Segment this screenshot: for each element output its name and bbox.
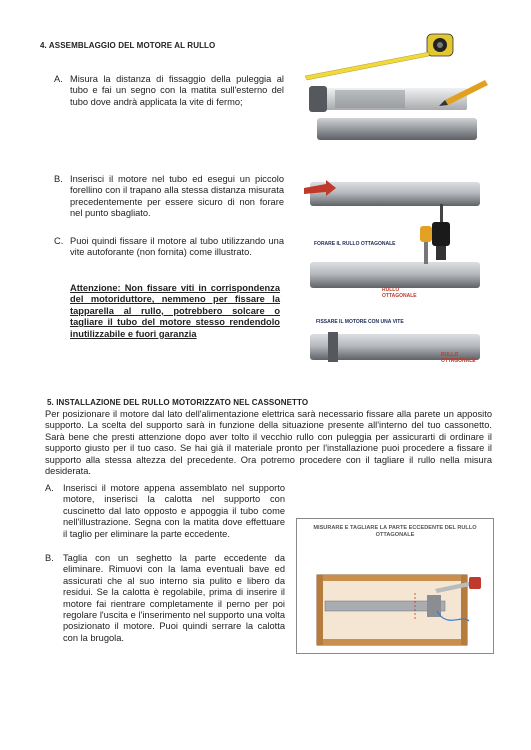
tape-measure-icon [305,34,453,80]
cassonetto-caption: MISURARE E TAGLIARE LA PARTE ECCEDENTE DEL RULLO OTTAGONALE [313,525,477,539]
cassonetto-drawing [297,519,493,653]
step-text: Inserisci il motore appena assemblato nel supporto motore, inserisci la calotta nel supporto con cuscinetto dal lato opposto e appoggia il tubo come nell'illustrazione. Segna con la matita dove effettuare il taglio per eliminare la parte eccedente. [63,483,285,539]
step-label: A. [54,74,63,84]
step-4b [54,174,284,232]
step-text: Puoi quindi fissare il motore al tubo utilizzando una vite autoforante (non fornita) come illustrato. [70,236,284,258]
step-label: B. [54,174,63,184]
drill-fix-illustration [300,170,495,370]
cassonetto-figure [296,518,494,654]
step-5a [45,483,285,551]
step-4c [54,236,284,272]
roller-tube-icon [317,118,477,140]
label-fissare: FISSARE IL MOTORE CON UNA VITE [316,319,404,325]
step-label: A. [45,483,54,493]
step-4a [54,74,284,134]
step-label: C. [54,236,64,246]
motor-tube-icon [309,86,467,112]
section-5-heading: 5. INSTALLAZIONE DEL RULLO MOTORIZZATO NEL CASSONETTO [47,398,309,407]
measure-tube-illustration [295,30,495,145]
step-label: B. [45,553,54,563]
step-5b [45,553,285,693]
step-text: Taglia con un seghetto la parte eccedente da eliminare. Rimuovi con la lama eventuali bave ed assicurati che al suo interno sia pulito e libero da residui. Se la calotta è regolabile, prima di inserire il motore fai rientrare completamente il perno per poi regolare l'uscita e l'inserimento nel supporto una volta posizionato il motore. Puoi quindi serrare la calotta con la brugola. [63,553,285,643]
drill-icon [432,204,450,260]
label-rullo-2: RULLO OTTAGONALE [441,352,476,364]
octagonal-roller-icon [310,182,480,206]
step-text: Misura la distanza di fissaggio della puleggia al tubo e fai un segno con la matita sull'esterno del tubo dove andrà applicata la vite di fermo; [70,74,284,107]
octagonal-roller-icon-2 [310,262,480,288]
label-rullo: RULLO OTTAGONALE [382,287,417,299]
label-forare: FORARE IL RULLO OTTAGONALE [314,241,396,247]
warning-note: Attenzione: Non fissare viti in corrispondenza del motoriduttore, nemmeno per fissare la tapparella al rullo, potrebbero solcare o tagliare il tubo del motore stesso rendendolo inutilizzabile e fuori garanzia [70,283,280,339]
section-4-heading: 4. ASSEMBLAGGIO DEL MOTORE AL RULLO [40,41,216,50]
section-5-intro: Per posizionare il motore dal lato dell'alimentazione elettrica sarà necessario fissare alla parete un apposito supporto. La scelta del supporto sarà in funzione della situazione presente all'interno del tuo cassonetto. Sarà bene che presti attenzione dopo aver tolto il vecchio rullo con puleggia per assicurarti di ordinare il supporto giusto per il tuo caso. Se hai già il materiale pronto per l'installazione puoi procedere a fissare il supporto alla stessa altezza del precedente. Ora potremo procedere con il tagliare il rullo nella misura desiderata. [45,409,492,477]
step-text: Inserisci il motore nel tubo ed esegui un piccolo forellino con il trapano alla stessa distanza misurata precedentemente per essere sicuro di non forare nel punto sbagliato. [70,174,284,219]
